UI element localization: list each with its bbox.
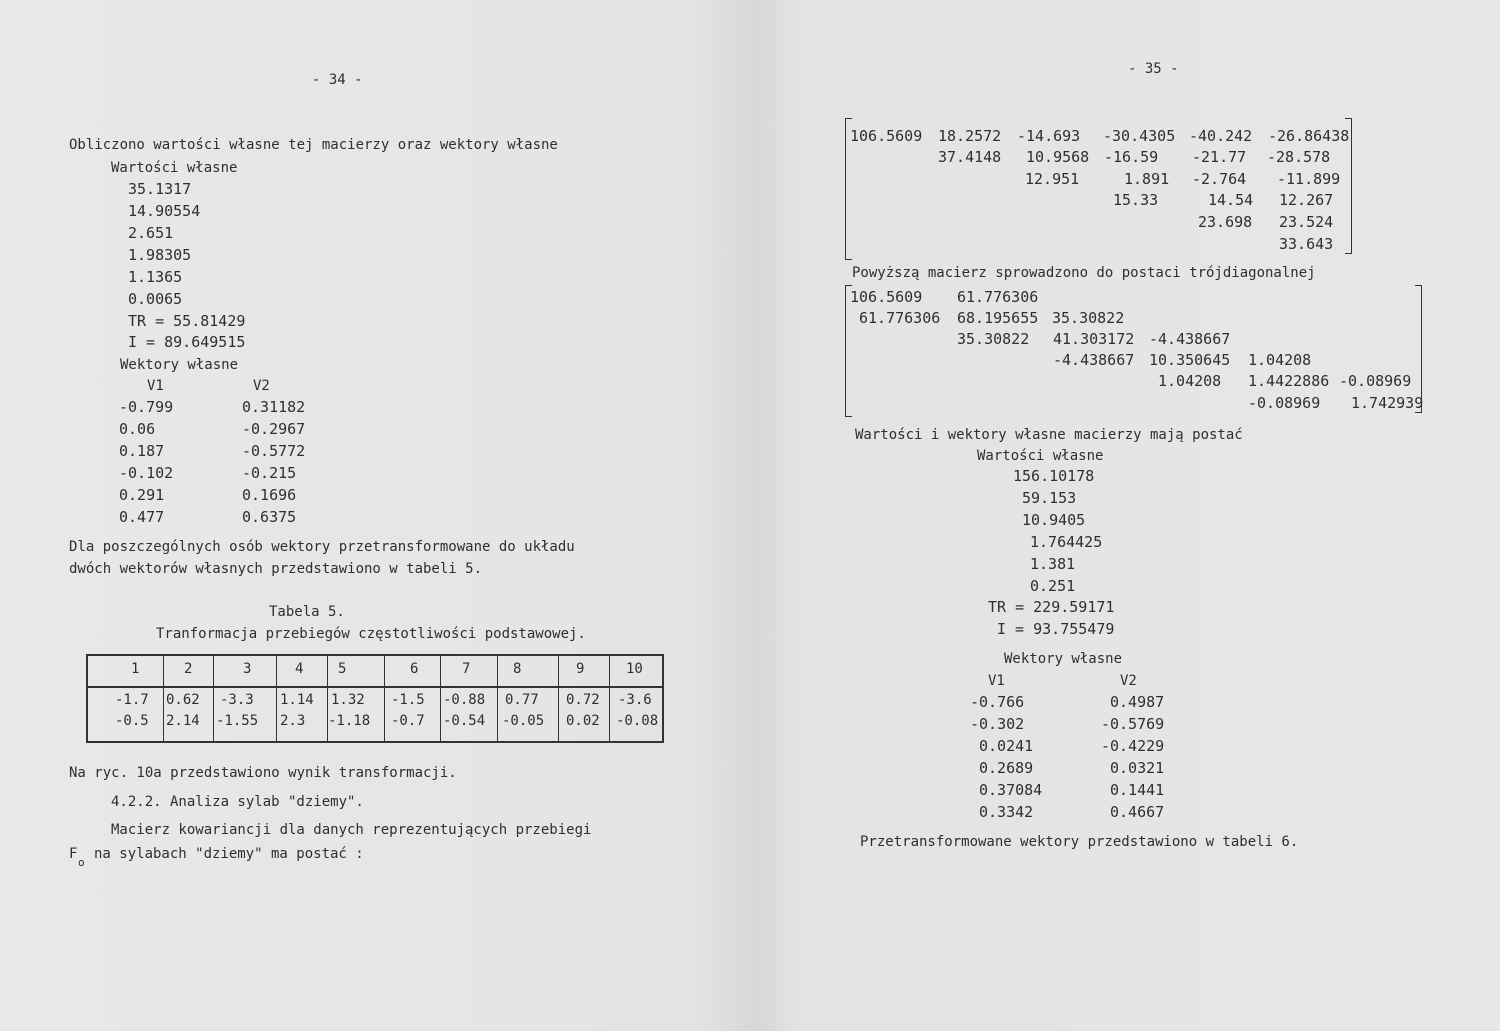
v1-label: V1 — [988, 673, 1005, 689]
v2-value: 0.4667 — [1110, 803, 1165, 821]
tr-value: TR = 229.59171 — [988, 598, 1115, 616]
table-cell: 1.32 — [331, 692, 365, 708]
v2-value: -0.4229 — [1101, 737, 1165, 755]
table-caption: Tabela 5. — [269, 604, 345, 620]
table-header: 3 — [243, 661, 252, 677]
v1-value: -0.766 — [970, 693, 1025, 711]
tr-value: TR = 55.81429 — [128, 312, 246, 330]
table-5 — [86, 654, 664, 743]
table-cell: 0.62 — [166, 692, 200, 708]
v1-value: 0.0241 — [979, 737, 1034, 755]
matrix-cell: 37.4148 — [938, 148, 1002, 166]
table-cell: 1.14 — [280, 692, 314, 708]
v1-value: -0.302 — [970, 715, 1025, 733]
v1-value: 0.291 — [119, 486, 165, 504]
table-cell: -0.5 — [115, 713, 149, 729]
eigenvalue: 1.98305 — [128, 246, 192, 264]
closing-text: Przetransformowane wektory przedstawiono w tabeli 6. — [860, 834, 1299, 850]
v1-value: 0.187 — [119, 442, 165, 460]
paragraph-line: dwóch wektorów własnych przedstawiono w tabeli 5. — [69, 561, 483, 577]
table-header: 4 — [295, 661, 304, 677]
matrix-cell: -16.59 — [1104, 148, 1159, 166]
table-column-line — [440, 656, 441, 741]
matrix-cell: 10.9568 — [1026, 148, 1090, 166]
v2-value: 0.0321 — [1110, 759, 1165, 777]
table-cell: 2.14 — [166, 713, 200, 729]
table-column-line — [276, 656, 277, 741]
table-cell: -0.54 — [443, 713, 486, 729]
eigenvalues-heading: Wartości własne — [111, 160, 238, 176]
v2-value: 0.1441 — [1110, 781, 1165, 799]
matrix-cell: -14.693 — [1017, 127, 1081, 145]
v2-value: -0.215 — [242, 464, 297, 482]
v1-value: 0.2689 — [979, 759, 1034, 777]
table-cell: -0.08 — [616, 713, 659, 729]
eigen-intro: Wartości i wektory własne macierzy mają postać — [855, 427, 1243, 443]
matrix-cell: 10.350645 — [1149, 351, 1231, 369]
table-header: 9 — [576, 661, 585, 677]
table-header: 10 — [626, 661, 643, 677]
table-header: 5 — [338, 661, 347, 677]
v1-value: -0.799 — [119, 398, 174, 416]
matrix-cell: 12.267 — [1279, 191, 1334, 209]
page-number: - 35 - — [1128, 61, 1179, 77]
matrix-cell: 14.54 — [1208, 191, 1254, 209]
table-cell: -0.05 — [502, 713, 545, 729]
matrix-cell: 1.04208 — [1158, 372, 1222, 390]
table-cell: -3.3 — [220, 692, 254, 708]
matrix-cell: 1.04208 — [1248, 351, 1312, 369]
v1-value: -0.102 — [119, 464, 174, 482]
table-divider — [88, 686, 662, 688]
eigenvalue: 0.251 — [1030, 577, 1076, 595]
eigenvalue: 1.1365 — [128, 268, 183, 286]
v2-value: -0.2967 — [242, 420, 306, 438]
eigenvectors-heading: Wektory własne — [1004, 651, 1123, 667]
matrix-cell: -4.438667 — [1053, 351, 1135, 369]
matrix-cell: 35.30822 — [1052, 309, 1125, 327]
table-cell: -1.7 — [115, 692, 149, 708]
table-column-line — [384, 656, 385, 741]
eigenvalue: 1.381 — [1030, 555, 1076, 573]
v2-value: 0.31182 — [242, 398, 306, 416]
matrix-cell: 23.698 — [1198, 213, 1253, 231]
covariance-line-f: F — [69, 846, 78, 862]
matrix-cell: 61.776306 — [859, 309, 941, 327]
table-header: 6 — [410, 661, 419, 677]
eigenvalue: 59.153 — [1022, 489, 1077, 507]
table-column-line — [609, 656, 610, 741]
matrix-cell: 1.742939 — [1351, 394, 1424, 412]
v1-label: V1 — [147, 378, 164, 394]
eigenvalue: 156.10178 — [1013, 467, 1095, 485]
v2-label: V2 — [253, 378, 270, 394]
eigenvectors-heading: Wektory własne — [120, 357, 239, 373]
table-header: 8 — [513, 661, 522, 677]
table-column-line — [558, 656, 559, 741]
matrix-cell: -2.764 — [1192, 170, 1247, 188]
i-value: I = 89.649515 — [128, 333, 246, 351]
covariance-line-subscript: o — [78, 856, 85, 869]
page-number: - 34 - — [312, 72, 363, 88]
v1-value: 0.3342 — [979, 803, 1034, 821]
table-cell: -1.55 — [216, 713, 259, 729]
matrix-cell: -30.4305 — [1103, 127, 1176, 145]
table-cell: -1.18 — [328, 713, 371, 729]
table-cell: 2.3 — [280, 713, 306, 729]
matrix-cell: -21.77 — [1192, 148, 1247, 166]
matrix-cell: -40.242 — [1189, 127, 1253, 145]
v2-value: 0.6375 — [242, 508, 297, 526]
matrix-cell: 35.30822 — [957, 330, 1030, 348]
right-page — [752, 0, 1500, 1031]
eigenvalue: 0.0065 — [128, 290, 183, 308]
matrix-cell: 1.891 — [1124, 170, 1170, 188]
v2-label: V2 — [1120, 673, 1137, 689]
v2-value: -0.5769 — [1101, 715, 1165, 733]
matrix-cell: -0.08969 — [1339, 372, 1412, 390]
matrix-cell: -4.438667 — [1149, 330, 1231, 348]
covariance-line: Macierz kowariancji dla danych reprezentujących przebiegi — [111, 822, 592, 838]
matrix-cell: 18.2572 — [938, 127, 1002, 145]
section-heading: 4.2.2. Analiza sylab "dziemy". — [111, 794, 364, 810]
table-column-line — [497, 656, 498, 741]
matrix-cell: -0.08969 — [1248, 394, 1321, 412]
table-cell: 0.72 — [566, 692, 600, 708]
figure-reference: Na ryc. 10a przedstawiono wynik transformacji. — [69, 765, 457, 781]
eigenvalue: 35.1317 — [128, 180, 192, 198]
matrix-cell: 1.4422886 — [1248, 372, 1330, 390]
v1-value: 0.06 — [119, 420, 156, 438]
table-column-line — [163, 656, 164, 741]
v1-value: 0.477 — [119, 508, 165, 526]
table-cell: -0.7 — [391, 713, 425, 729]
paragraph-line: Dla poszczególnych osób wektory przetransformowane do układu — [69, 539, 575, 555]
eigenvalue: 10.9405 — [1022, 511, 1086, 529]
v2-value: 0.4987 — [1110, 693, 1165, 711]
table-cell: 0.77 — [505, 692, 539, 708]
table-cell: -0.88 — [443, 692, 486, 708]
eigenvalue: 2.651 — [128, 224, 174, 242]
table-cell: -1.5 — [391, 692, 425, 708]
eigenvalue: 1.764425 — [1030, 533, 1103, 551]
intro-text: Obliczono wartości własne tej macierzy oraz wektory własne — [69, 137, 558, 153]
matrix-cell: 12.951 — [1025, 170, 1080, 188]
matrix-cell: -26.86438 — [1268, 127, 1350, 145]
matrix-cell: 33.643 — [1279, 235, 1334, 253]
table-cell: -3.6 — [618, 692, 652, 708]
table-header: 2 — [184, 661, 193, 677]
matrix-cell: 15.33 — [1113, 191, 1159, 209]
covariance-line-rest: na sylabach "dziemy" ma postać : — [94, 846, 364, 862]
matrix-cell: 23.524 — [1279, 213, 1334, 231]
table-header: 7 — [462, 661, 471, 677]
table-title: Tranformacja przebiegów częstotliwości podstawowej. — [156, 626, 586, 642]
matrix-cell: 68.195655 — [957, 309, 1039, 327]
v1-value: 0.37084 — [979, 781, 1043, 799]
matrix-cell: 106.5609 — [850, 127, 923, 145]
matrix-cell: 41.303172 — [1053, 330, 1135, 348]
v2-value: -0.5772 — [242, 442, 306, 460]
matrix-cell: -11.899 — [1277, 170, 1341, 188]
table-column-line — [213, 656, 214, 741]
table-header: 1 — [131, 661, 140, 677]
eigenvalues-heading: Wartości własne — [977, 448, 1104, 464]
matrix-cell: 106.5609 — [850, 288, 923, 306]
v2-value: 0.1696 — [242, 486, 297, 504]
eigenvalue: 14.90554 — [128, 202, 201, 220]
i-value: I = 93.755479 — [997, 620, 1115, 638]
matrix-cell: -28.578 — [1267, 148, 1331, 166]
table-cell: 0.02 — [566, 713, 600, 729]
matrix-cell: 61.776306 — [957, 288, 1039, 306]
tridiagonal-intro: Powyższą macierz sprowadzono do postaci trójdiagonalnej — [852, 265, 1316, 281]
